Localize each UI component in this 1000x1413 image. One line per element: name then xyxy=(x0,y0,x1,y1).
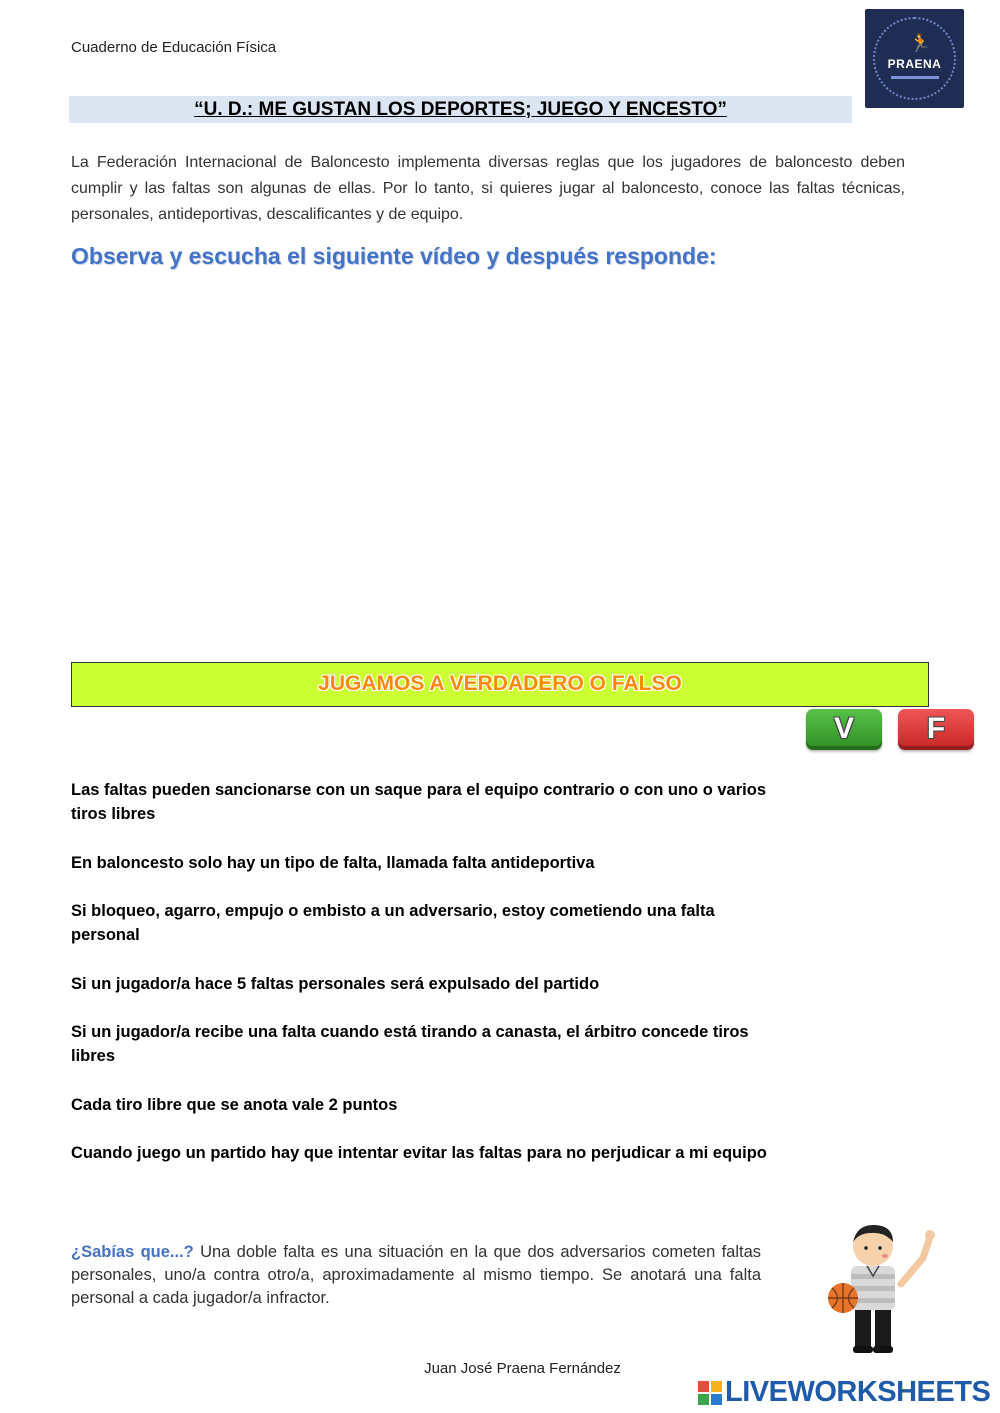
statement-item[interactable]: Cada tiro libre que se anota vale 2 puntos xyxy=(71,1096,398,1114)
logo-underline xyxy=(891,76,939,79)
statement-item[interactable]: Si un jugador/a hace 5 faltas personales será expulsado del partido xyxy=(71,975,600,993)
unit-title-bar xyxy=(69,96,852,123)
runner-icon: 🏃 xyxy=(909,33,932,53)
intro-paragraph: La Federación Internacional de Baloncesto implementa diversas reglas que los jugadores de baloncesto deben cumplir y las faltas son algunas de ellas. Por lo tanto, si quieres jugar al baloncesto, conoce las faltas técnicas, personales, antideportivas, descalificantes y de equipo. xyxy=(71,154,905,223)
did-you-know-box xyxy=(71,1241,761,1310)
statement-item[interactable]: Cuando juego un partido hay que intentar evitar las faltas para no perjudicar a mi equipo xyxy=(71,1144,767,1162)
false-button[interactable]: F xyxy=(898,709,974,750)
statement-item[interactable]: Las faltas pueden sancionarse con un saque para el equipo contrario o con uno o varios tiros libres xyxy=(71,781,766,823)
did-you-know-text: Una doble falta es una situación en la que dos adversarios cometen faltas personales, uno/a contra otro/a, aproximadamente al mismo tiempo. Se anotará una falta personal a cada jugador/a infractor. xyxy=(71,1243,762,1307)
unit-title: “U. D.: ME GUSTAN LOS DEPORTES; JUEGO Y ENCESTO” xyxy=(194,99,727,120)
referee-illustration xyxy=(823,1218,943,1358)
observe-heading: Observa y escucha el siguiente vídeo y después responde: xyxy=(71,243,717,269)
true-button[interactable]: V xyxy=(806,709,882,750)
did-you-know-lead: ¿Sabías que...? xyxy=(71,1243,194,1261)
footer-author: Juan José Praena Fernández xyxy=(424,1360,621,1377)
statement-item[interactable]: Si bloqueo, agarro, empujo o embisto a un adversario, estoy cometiendo una falta personal xyxy=(71,902,715,944)
notebook-label: Cuaderno de Educación Física xyxy=(71,39,277,56)
liveworksheets-wordmark: LIVEWORKSHEETS xyxy=(725,1376,991,1408)
video-placeholder xyxy=(71,290,929,645)
logo-name: PRAENA xyxy=(887,57,942,71)
true-false-banner xyxy=(71,662,929,707)
praena-logo xyxy=(865,9,964,108)
statement-item[interactable]: Si un jugador/a recibe una falta cuando está tirando a canasta, el árbitro concede tiros libres xyxy=(71,1023,749,1065)
banner-title: JUGAMOS A VERDADERO O FALSO xyxy=(318,672,682,695)
statement-item[interactable]: En baloncesto solo hay un tipo de falta, llamada falta antideportiva xyxy=(71,854,595,872)
liveworksheets-icon xyxy=(698,1381,722,1405)
